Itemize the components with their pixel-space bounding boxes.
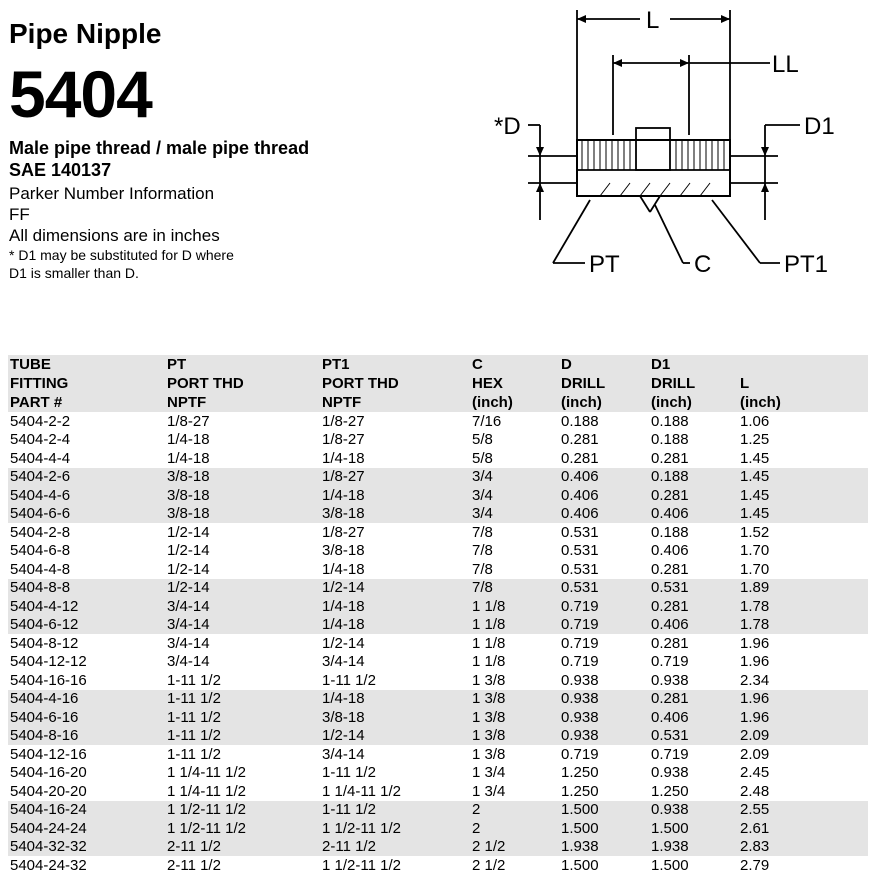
table-cell: 5404-16-24 — [8, 801, 165, 820]
table-cell: 1.70 — [740, 560, 770, 578]
table-cell: 0.531 — [561, 560, 599, 578]
dimensions-note: All dimensions are in inches — [9, 226, 220, 245]
table-cell: 7/8 — [470, 579, 559, 598]
header-cell: FITTING — [8, 374, 165, 393]
table-cell: 5404-4-12 — [8, 597, 165, 616]
table-cell: 1-11 1/2 — [322, 764, 376, 781]
table-cell: 2.09 — [738, 727, 868, 746]
table-cell: 7/16 — [472, 412, 502, 430]
table-cell: 7/8 — [472, 542, 493, 559]
table-row — [8, 505, 868, 524]
table-cell: 1 1/8 — [472, 653, 506, 670]
table-cell: 1/2-14 — [322, 634, 365, 652]
header-cell: HEX — [470, 374, 559, 393]
table-cell: 3/8-18 — [165, 486, 320, 505]
table-cell: 1.25 — [740, 431, 770, 448]
table-row — [8, 412, 868, 431]
table-cell: 0.719 — [559, 597, 649, 616]
table-cell: 1.96 — [740, 653, 770, 670]
table-row — [8, 801, 868, 820]
table-cell: 5404-2-6 — [8, 468, 165, 487]
table-cell: 1.96 — [738, 690, 868, 709]
header-cell: (inch) — [470, 393, 559, 412]
table-cell: 0.406 — [559, 505, 649, 524]
table-cell: 0.938 — [559, 727, 649, 746]
table-cell: 1/4-18 — [320, 690, 470, 709]
table-cell: 1.89 — [738, 579, 868, 598]
table-cell: 1 1/8 — [470, 597, 559, 616]
table-cell: 7/8 — [472, 523, 493, 541]
header-cell: L — [738, 374, 868, 393]
table-cell: 0.719 — [561, 653, 599, 670]
table-cell: 1 1/2-11 1/2 — [165, 819, 320, 838]
table-cell: 5404-6-12 — [8, 616, 165, 635]
table-cell: 2.34 — [740, 671, 770, 689]
header-cell: D1 — [649, 355, 738, 374]
table-cell: 5/8 — [472, 449, 493, 467]
table-cell: 1.45 — [738, 505, 868, 524]
table-cell: 0.406 — [651, 542, 689, 559]
table-cell: 3/4 — [470, 468, 559, 487]
header-row-3 — [8, 393, 868, 412]
table-cell: 3/8-18 — [320, 708, 470, 727]
table-cell: 1.06 — [740, 412, 770, 430]
table-cell: 1 1/8 — [472, 634, 506, 652]
table-cell: 1.250 — [561, 764, 599, 781]
label-pt: PT — [589, 251, 620, 278]
table-cell: 1.938 — [559, 838, 649, 857]
table-cell: 3/4-14 — [167, 653, 210, 670]
table-cell: 3/8-18 — [322, 542, 365, 559]
table-row — [8, 486, 868, 505]
table-cell: 5404-32-32 — [8, 838, 165, 857]
table-cell: 3/4-14 — [165, 597, 320, 616]
table-body — [8, 412, 868, 875]
header-cell: (inch) — [738, 393, 868, 412]
header-cell: D — [559, 355, 649, 374]
table-row — [8, 468, 868, 487]
table-cell: 0.531 — [649, 727, 738, 746]
table-cell: 5404-12-12 — [10, 653, 87, 670]
table-cell: 0.188 — [561, 412, 599, 430]
table-row — [8, 727, 868, 746]
table-cell: 0.531 — [561, 523, 599, 541]
table-cell: 1.96 — [738, 708, 868, 727]
table-cell: 5404-16-16 — [10, 671, 87, 689]
table-cell: 1.45 — [740, 449, 770, 467]
table-row — [8, 560, 868, 579]
table-cell: 0.281 — [649, 486, 738, 505]
table-row — [8, 745, 868, 764]
table-cell: 1.78 — [738, 597, 868, 616]
table-cell: 5404-4-6 — [8, 486, 165, 505]
table-cell: 0.281 — [649, 597, 738, 616]
table-cell: 1 3/4 — [472, 782, 506, 800]
table-cell: 1 1/4-11 1/2 — [167, 764, 246, 781]
table-cell: 1 1/4-11 1/2 — [322, 782, 401, 800]
table-cell: 5404-2-8 — [10, 523, 71, 541]
table-cell: 5404-24-32 — [10, 856, 87, 874]
table-cell: 5404-20-20 — [10, 782, 87, 800]
table-cell: 1 3/8 — [470, 727, 559, 746]
table-cell: 0.188 — [651, 523, 689, 541]
table-cell: 0.719 — [561, 634, 599, 652]
table-cell: 1/4-18 — [320, 616, 470, 635]
table-cell: 1 1/2-11 1/2 — [322, 856, 401, 874]
table-cell: 1 3/8 — [470, 690, 559, 709]
table-cell: 1 1/2-11 1/2 — [165, 801, 320, 820]
table-cell: 3/4-14 — [322, 745, 365, 763]
table-cell: 7/8 — [472, 560, 493, 578]
table-cell: 0.281 — [651, 634, 689, 652]
table-cell: 5404-2-2 — [10, 412, 71, 430]
label-l: L — [646, 7, 660, 34]
table-cell: 5404-6-8 — [10, 542, 71, 559]
table-cell: 1.250 — [651, 782, 689, 800]
table-cell: 0.281 — [649, 690, 738, 709]
table-cell: 1 3/8 — [470, 708, 559, 727]
label-ll: LL — [772, 51, 799, 78]
table-cell: 1.96 — [740, 634, 770, 652]
table-cell: 5404-4-4 — [10, 449, 71, 467]
header-cell: NPTF — [165, 393, 320, 412]
header-cell: DRILL — [559, 374, 649, 393]
header-cell: PORT THD — [165, 374, 320, 393]
table-cell: 1/2-14 — [165, 579, 320, 598]
table-cell: 3/8-18 — [165, 468, 320, 487]
table-cell: 1/4-18 — [167, 449, 210, 467]
table-cell: 1-11 1/2 — [165, 727, 320, 746]
table-cell: 0.281 — [651, 449, 689, 467]
table-row — [8, 597, 868, 616]
sae-number: SAE 140137 — [9, 160, 112, 180]
header-cell: PART # — [8, 393, 165, 412]
table-cell: 5404-4-16 — [8, 690, 165, 709]
table-cell: 1/8-27 — [322, 523, 365, 541]
table-row — [8, 819, 868, 838]
table-cell: 1/2-14 — [167, 560, 210, 578]
table-cell: 1.52 — [740, 523, 770, 541]
table-cell: 1-11 1/2 — [167, 671, 221, 689]
table-cell: 0.406 — [649, 616, 738, 635]
header-cell: PORT THD — [320, 374, 470, 393]
footnote-line-1: * D1 may be substituted for D where — [9, 247, 234, 263]
table-cell: 2-11 1/2 — [167, 856, 221, 874]
table-cell: 0.938 — [651, 764, 689, 781]
table-cell: 1/2-14 — [167, 523, 210, 541]
label-d: *D — [494, 113, 521, 140]
table-cell: 0.719 — [559, 616, 649, 635]
table-cell: 1/8-27 — [320, 468, 470, 487]
table-cell: 2 — [470, 801, 559, 820]
table-cell: 1 3/8 — [472, 745, 506, 763]
table-cell: 1 1/8 — [470, 616, 559, 635]
table-cell: 5404-6-6 — [8, 505, 165, 524]
product-title: Pipe Nipple — [9, 18, 162, 49]
table-cell: 1.500 — [649, 819, 738, 838]
table-cell: 0.406 — [649, 708, 738, 727]
table-cell: 5404-4-8 — [10, 560, 71, 578]
table-cell: 2 1/2 — [472, 856, 506, 874]
table-cell: 1-11 1/2 — [320, 801, 470, 820]
table-cell: 1-11 1/2 — [167, 745, 221, 763]
table-cell: 2-11 1/2 — [320, 838, 470, 857]
table-cell: 1/4-18 — [320, 486, 470, 505]
header-row-1 — [8, 355, 868, 374]
pipe-nipple-diagram — [490, 5, 870, 290]
table-row — [8, 690, 868, 709]
table-cell: 0.938 — [559, 690, 649, 709]
table-row — [8, 634, 868, 653]
table-cell: 0.719 — [651, 745, 689, 763]
table-row — [8, 542, 868, 561]
table-cell: 0.938 — [649, 801, 738, 820]
table-cell: 0.531 — [649, 579, 738, 598]
table-cell: 1.500 — [559, 801, 649, 820]
part-number: 5404 — [9, 57, 152, 131]
table-cell: 2.55 — [738, 801, 868, 820]
table-cell: 3/4-14 — [322, 653, 365, 670]
table-cell: 1.500 — [559, 819, 649, 838]
table-cell: 1.70 — [740, 542, 770, 559]
label-c: C — [694, 251, 712, 278]
table-row — [8, 523, 868, 542]
table-cell: 1 3/8 — [472, 671, 506, 689]
table-cell: 3/8-18 — [165, 505, 320, 524]
label-pt1: PT1 — [784, 251, 829, 278]
table-row — [8, 579, 868, 598]
footnote-line-2: D1 is smaller than D. — [9, 265, 139, 281]
header-cell: PT — [165, 355, 320, 374]
ff-label: FF — [9, 205, 30, 224]
table-row — [8, 856, 868, 875]
table-cell: 0.719 — [561, 745, 599, 763]
table-cell: 0.188 — [651, 431, 689, 448]
table-row — [8, 653, 868, 672]
table-cell: 3/4-14 — [165, 616, 320, 635]
header-cell: (inch) — [649, 393, 738, 412]
header-row-2 — [8, 374, 868, 393]
table-cell: 2-11 1/2 — [165, 838, 320, 857]
table-cell: 2.61 — [738, 819, 868, 838]
table-cell: 5404-8-16 — [8, 727, 165, 746]
table-cell: 1.45 — [738, 468, 868, 487]
table-cell: 1/4-18 — [322, 449, 365, 467]
table-cell: 1.45 — [738, 486, 868, 505]
table-cell: 1/4-18 — [167, 431, 210, 448]
table-cell: 1.78 — [738, 616, 868, 635]
table-cell: 0.938 — [559, 708, 649, 727]
table-cell: 1-11 1/2 — [322, 671, 376, 689]
table-cell: 1 1/2-11 1/2 — [320, 819, 470, 838]
table-row — [8, 449, 868, 468]
table-cell: 0.188 — [651, 412, 689, 430]
table-cell: 5404-2-4 — [10, 431, 71, 448]
table-cell: 0.281 — [561, 431, 599, 448]
table-cell: 5404-8-12 — [10, 634, 79, 652]
table-cell: 5404-8-8 — [8, 579, 165, 598]
header-cell: C — [470, 355, 559, 374]
table-cell: 0.281 — [561, 449, 599, 467]
table-cell: 5404-16-20 — [10, 764, 87, 781]
table-cell: 5404-6-16 — [8, 708, 165, 727]
table-cell: 0.281 — [651, 560, 689, 578]
label-d1: D1 — [804, 113, 835, 140]
table-cell: 2.45 — [740, 764, 770, 781]
table-cell: 0.188 — [649, 468, 738, 487]
table-cell: 2 1/2 — [470, 838, 559, 857]
table-cell: 5/8 — [472, 431, 493, 448]
table-cell: 1-11 1/2 — [165, 708, 320, 727]
table-cell: 2.83 — [738, 838, 868, 857]
table-cell: 0.406 — [559, 486, 649, 505]
table-cell: 1/8-27 — [322, 431, 365, 448]
table-cell: 1.938 — [649, 838, 738, 857]
specifications-table — [8, 355, 868, 875]
header-cell: DRILL — [649, 374, 738, 393]
table-cell: 1.250 — [561, 782, 599, 800]
table-cell: 1/2-14 — [167, 542, 210, 559]
table-cell: 0.719 — [651, 653, 689, 670]
table-cell: 1/4-18 — [322, 560, 365, 578]
table-cell: 2.09 — [740, 745, 770, 763]
table-cell: 1/4-18 — [320, 597, 470, 616]
table-cell: 2.48 — [740, 782, 770, 800]
parker-info: Parker Number Information — [9, 184, 215, 203]
table-row — [8, 708, 868, 727]
table-cell: 1/2-14 — [320, 727, 470, 746]
table-cell: 3/8-18 — [320, 505, 470, 524]
table-cell: 0.938 — [651, 671, 689, 689]
table-cell: 3/4 — [470, 505, 559, 524]
table-cell: 5404-12-16 — [10, 745, 87, 763]
table-cell: 1.500 — [651, 856, 689, 874]
table-cell: 1/8-27 — [322, 412, 365, 430]
table-cell: 0.406 — [559, 468, 649, 487]
table-row — [8, 764, 868, 783]
table-row — [8, 838, 868, 857]
table-row — [8, 616, 868, 635]
table-cell: 2.79 — [740, 856, 770, 874]
table-cell: 3/4 — [470, 486, 559, 505]
table-cell: 1.500 — [561, 856, 599, 874]
table-cell: 1 3/4 — [472, 764, 506, 781]
header-cell: TUBE — [8, 355, 165, 374]
table-cell: 3/4-14 — [167, 634, 210, 652]
table-cell: 1/8-27 — [167, 412, 210, 430]
table-cell: 0.406 — [649, 505, 738, 524]
table-cell: 5404-24-24 — [8, 819, 165, 838]
table-cell: 0.531 — [561, 542, 599, 559]
table-row — [8, 671, 868, 690]
header-cell: NPTF — [320, 393, 470, 412]
header-cell: (inch) — [559, 393, 649, 412]
table-cell: 1 1/4-11 1/2 — [167, 782, 246, 800]
table-cell: 1/2-14 — [320, 579, 470, 598]
table-cell: 1-11 1/2 — [165, 690, 320, 709]
subtitle: Male pipe thread / male pipe thread — [9, 138, 310, 158]
header-cell — [738, 355, 868, 374]
table-cell: 2 — [470, 819, 559, 838]
table-row — [8, 431, 868, 450]
table-row — [8, 782, 868, 801]
header-cell: PT1 — [320, 355, 470, 374]
table-cell: 0.938 — [561, 671, 599, 689]
table-cell: 0.531 — [559, 579, 649, 598]
